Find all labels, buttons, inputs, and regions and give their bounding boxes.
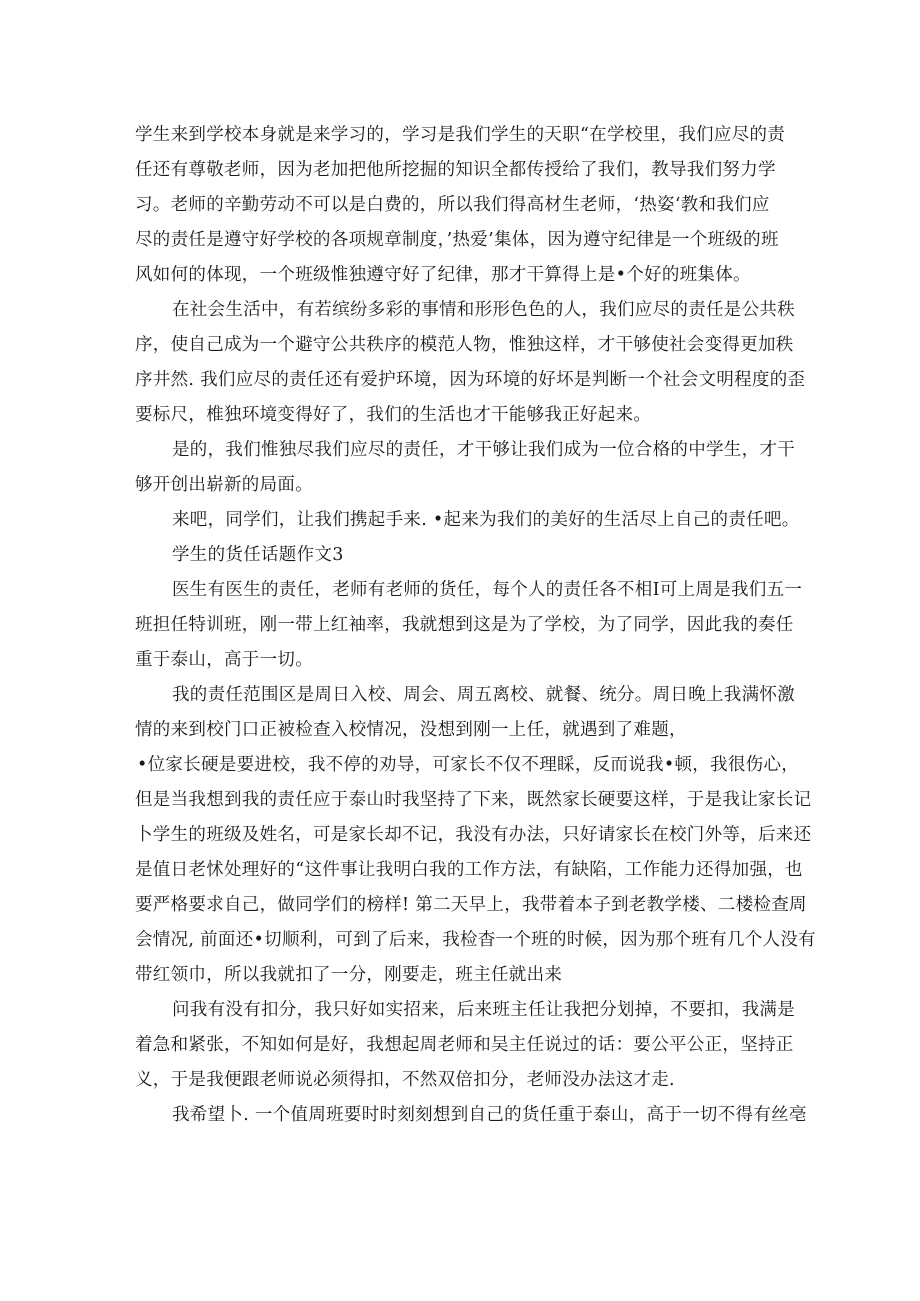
text-line: 序井然. 我们应尽的责任还有爱护环境，因为环境的好坏是判断一个社会文明程度的歪 bbox=[135, 370, 806, 390]
text-line: 着急和紧张，不知如何是好，我想起周老师和吴主任说过的话：要公平公正，坚持正 bbox=[135, 1035, 794, 1055]
heading-text: 学生的货任话题作文3 bbox=[172, 545, 344, 565]
text-line: 义，于是我便跟老师说必须得扣，不然双倍扣分，老师没办法这才走. bbox=[135, 1070, 675, 1090]
paragraph bbox=[135, 993, 795, 1098]
text-line: 学生来到学校本身就是来学习的，学习是我们学生的天职“在学校里，我们应尽的责 bbox=[135, 125, 786, 145]
text-line: 班担任特训班，刚一带上红袖率，我就想到这是为了学校，为了同学，因此我的奏任 bbox=[135, 615, 794, 635]
text-line: 医生有医生的责任，老师有老师的货任，每个人的责任各不相I可上周是我们五一 bbox=[172, 580, 803, 600]
text-line: 习。老师的辛勤劳动不可以是白费的，所以我们得高材生老师，‘热姿‘教和我们应 bbox=[135, 195, 770, 215]
text-line: 情的来到校门口正被检查入校情况，没想到刚一上任，就遇到了难题， bbox=[135, 720, 687, 740]
text-line: 带红领巾，所以我就扣了一分，刚要走，班主任就出来 bbox=[135, 965, 563, 985]
text-line: 要严格要求自己，做同学们的榜样! 第二天早上，我带着本子到老教学楼、二楼检查周 bbox=[135, 895, 807, 915]
paragraph bbox=[135, 573, 803, 678]
text-line: 任还有尊敬老师，因为老加把他所挖掘的知识全都传授给了我们，教导我们努力学 bbox=[135, 160, 776, 180]
text-line: 重于泰山，高于一切。 bbox=[135, 650, 313, 670]
document-page bbox=[135, 118, 816, 1133]
section-heading bbox=[135, 538, 785, 573]
text-line: 序，使自己成为一个避守公共秩序的模范人物，惟独这样，才干够使社会变得更加秩 bbox=[135, 335, 794, 355]
paragraph bbox=[135, 1098, 807, 1133]
text-line: 在社会生活中，有若缤纷多彩的事情和形形色色的人，我们应尽的责任是公共秩 bbox=[172, 300, 795, 320]
text-line: 卜学生的班级及姓名，可是家长却不记，我没有办法，只好请家长在校门外等，后来还 bbox=[135, 825, 812, 845]
text-line: 尽的责任是遵守好学校的各项规章制度，’热爱’集体，因为遵守纪律是一个班级的班 bbox=[135, 230, 779, 250]
paragraph bbox=[135, 293, 806, 433]
text-line: 我希望卜. 一个值周班要时时刻刻想到自己的货任重于泰山，高于一切不得有丝亳 bbox=[172, 1105, 807, 1125]
paragraph bbox=[135, 118, 785, 293]
paragraph bbox=[135, 433, 795, 503]
text-line: 问我有没有扣分，我只好如实招来，后来班主任让我把分划掉，不要扣，我满是 bbox=[172, 1000, 795, 1020]
text-line: 来吧，同学们，让我们携起手来. •起来为我们的美好的生活尽上自己的责任吧。 bbox=[172, 510, 800, 530]
text-line: 是的，我们惟独尽我们应尽的责任，才干够让我们成为一位合格的中学生，才干 bbox=[172, 440, 795, 460]
text-line: •位家长硬是要进校，我不停的劝导，可家长不仅不理睬，反而说我•顿，我很伤心， bbox=[137, 755, 800, 775]
text-line: 但是当我想到我的责任应于泰山时我坚持了下来，既然家长硬要这样，于是我让家长记 bbox=[135, 790, 812, 810]
text-line: 够开创出崭新的局面。 bbox=[135, 475, 313, 495]
text-line: 是值日老怵处理好的“这件事让我明白我的工作方法，有缺陷，工作能力还得加强，也 bbox=[135, 860, 803, 880]
paragraph bbox=[135, 748, 816, 993]
text-line: 会情况, 前面还•切顺利，可到了后来，我检杳一个班的时候，因为那个班有几个人没有 bbox=[135, 930, 816, 950]
paragraph bbox=[135, 503, 800, 538]
text-line: 我的责任范围区是周日入校、周会、周五离校、就餐、统分。周日晚上我满怀激 bbox=[172, 685, 795, 705]
paragraph bbox=[135, 678, 795, 748]
text-line: 要标尺，椎独环境变得好了，我们的生活也才干能够我正好起来。 bbox=[135, 405, 652, 425]
text-line: 风如何的体现，一个班级惟独遵守好了纪律，那才干算得上是•个好的班集体。 bbox=[135, 265, 751, 285]
